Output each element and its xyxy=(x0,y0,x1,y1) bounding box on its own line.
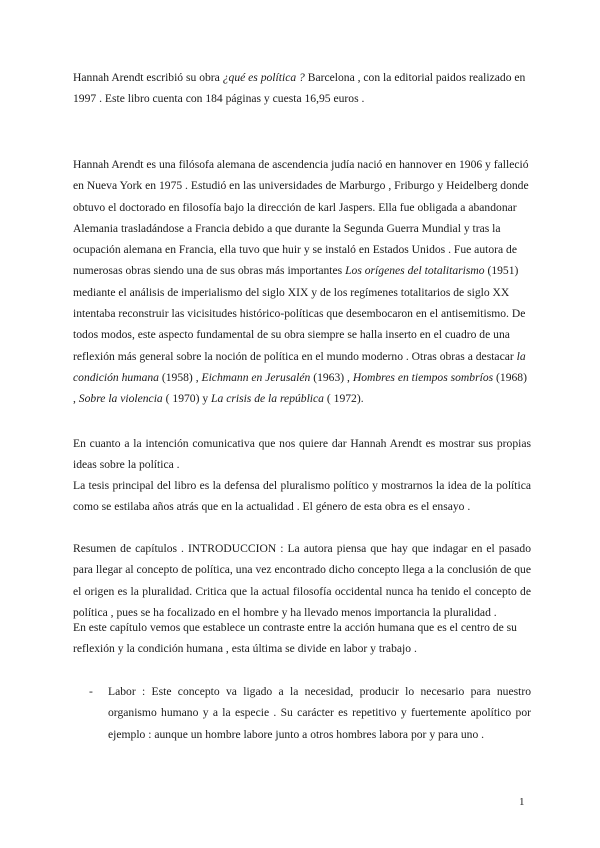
text-run: Barcelona , con la editorial paidos realizado en 1997 . Este libro cuenta con 184 páginas y cuesta 16,95 euros . xyxy=(73,71,526,106)
text-run: ( 1970) y xyxy=(162,392,212,406)
page-number: 1 xyxy=(519,796,525,808)
paragraph-intro xyxy=(73,67,531,110)
italic-title: Hombres en tiempos sombríos xyxy=(352,370,494,384)
text-run: Hannah Arendt es una filósofa alemana de ascendencia judía nació en hannover en 1906 y falleció en Nueva York en 1975 . Estudió en las universidades de Marburgo , Friburgo y Heidelberg donde obtuvo el doctorado en filosofía bajo la dirección de karl Jaspers. Ella fue obligada a abandonar Alemania trasladándose a Francia debido a que durante la Segunda Guerra Mundial y tras la ocupación alemana en Francia, ella tuvo que huir y se instaló en Estados Unidos . Fue autora de numerosas obras siendo una de sus obras más importantes xyxy=(73,158,529,278)
italic-title: La crisis de la república xyxy=(211,392,324,406)
italic-title: Sobre la violencia xyxy=(78,392,163,406)
text-run: Resumen de capítulos . INTRODUCCION : La autora piensa que hay que indagar en el pasado para llegar al concepto de política, una vez encontrado dicho concepto llega a la conclusión de que el origen es la pluralidad. Critica que la actual filosofía occidental nunca ha tenido el concepto de política , pues se ha focalizado en el hombre y ha llevado menos importancia la pluralidad . xyxy=(73,542,531,619)
text-run: ( 1972). xyxy=(323,392,364,406)
italic-title: ¿qué es política ? xyxy=(222,71,305,84)
italic-title: Los orígenes del totalitarismo xyxy=(345,264,485,278)
text-run: La tesis principal del libro es la defensa del pluralismo político y mostrarnos la idea de la política como se estilaba años atrás que en la actualidad . El género de esta obra es el ensayo . xyxy=(73,479,531,514)
italic-title: Eichmann en Jerusalén xyxy=(201,370,311,384)
paragraph-intention xyxy=(73,433,531,476)
paragraph-chapter xyxy=(73,617,531,660)
text-run: (1963) , xyxy=(310,370,353,384)
italic-title: la condición humana xyxy=(73,349,526,384)
paragraph-biography xyxy=(73,154,531,410)
text-run: (1958) , xyxy=(158,370,202,384)
text-run: Hannah Arendt escribió su obra xyxy=(73,71,223,84)
text-run: (1951) mediante el análisis de imperialismo del siglo XIX y de los regímenes totalitarios de siglo XX intentaba reconstruir las vicisitudes histórico-políticas que desembocaron en el antisemitismo. De todos modos, este aspecto fundamental de su obra siempre se halla inserto en el cuadro de una reflexión más general sobre la noción de política en el mundo moderno . Otras obras a destacar xyxy=(73,264,526,363)
bullet-text: Labor : Este concepto va ligado a la necesidad, producir lo necesario para nuestro organismo humano y a la especie . Su carácter es repetitivo y fuertemente apolítico por ejemplo : aunque un hombre labore junto a otros hombres labora por y para uno . xyxy=(108,685,531,741)
paragraph-summary xyxy=(73,538,531,623)
text-run: En cuanto a la intención comunicativa que nos quiere dar Hannah Arendt es mostrar sus propias ideas sobre la política . xyxy=(73,437,531,472)
text-run: (1968) , xyxy=(73,370,527,406)
bullet-marker: - xyxy=(89,685,93,698)
paragraph-thesis xyxy=(73,475,531,518)
text-run: En este capítulo vemos que establece un contraste entre la acción humana que es el centro de su reflexión y la condición humana , esta última se divide en labor y trabajo . xyxy=(73,621,517,656)
